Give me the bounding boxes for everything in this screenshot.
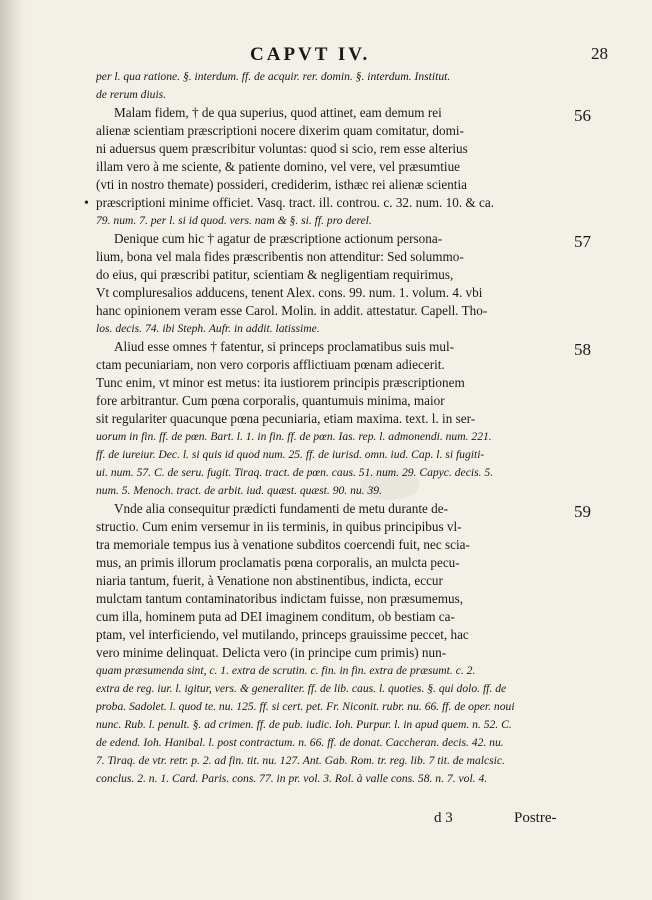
text-line: ctam pecuniariam, non vero corporis afflictiuam pœnam adiecerit. xyxy=(96,357,445,372)
text-line: hanc opinionem veram esse Carol. Molin. in addit. attestatur. Capell. Tho- xyxy=(96,303,488,318)
text-line: præscriptioni minime officiet. Vasq. tract. ill. controu. c. 32. num. 10. & ca. xyxy=(96,195,494,210)
text-line: tra memoriale tempus ius à venatione subditos coercendi fuit, nec scia- xyxy=(96,537,470,552)
text-line: do eius, qui præscribi patitur, scientiam & negligentiam requirimus, xyxy=(96,267,454,282)
text-line: Tunc enim, vt minor est metus: ita iustiorem principis præscriptionem xyxy=(96,375,465,390)
catchword: Postre- xyxy=(514,810,557,826)
text-line: per l. qua ratione. §. interdum. ff. de acquir. rer. domin. §. interdum. Institut. xyxy=(96,70,451,83)
text-line: los. decis. 74. ibi Steph. Aufr. in addit. latissime. xyxy=(96,322,320,335)
text-line: conclus. 2. n. 1. Card. Paris. cons. 77. in pr. vol. 3. Rol. à valle cons. 58. n. 7. vol. 4. xyxy=(96,772,488,785)
text-line: ui. num. 57. C. de seru. fugit. Tiraq. tract. de pœn. caus. 51. num. 29. Capyc. decis. 5. xyxy=(96,466,494,479)
signature-mark: d 3 xyxy=(434,810,453,826)
folio-number: 28 xyxy=(591,44,608,63)
text-line: ptam, vel interficiendo, vel mutilando, princeps grauissime peccet, hac xyxy=(96,627,469,642)
text-line: quam præsumenda sint, c. 1. extra de scrutin. c. fin. in fin. extra de præsumt. c. 2. xyxy=(96,664,476,677)
text-line: ff. de iureiur. Dec. l. si quis id quod num. 25. ff. de iurisd. omn. iud. Cap. l. si fugiti- xyxy=(96,448,485,461)
page-header xyxy=(100,44,608,68)
text-line: ni aduersus quem præscribitur voluntas: quod si scio, rem esse alterius xyxy=(96,141,468,156)
text-line: uorum in fin. ff. de pœn. Bart. l. 1. in fin. ff. de pœn. Ias. rep. l. admonendi. num. 221. xyxy=(96,430,492,443)
text-line: Denique cum hic † agatur de præscriptione actionum persona- xyxy=(114,231,443,246)
margin-number-56: 56 xyxy=(574,106,591,125)
text-line: sit regulariter quacunque pœna pecuniaria, etiam maxima. text. l. in ser- xyxy=(96,411,476,426)
text-line: 79. num. 7. per l. si id quod. vers. nam & §. si. ff. pro derel. xyxy=(96,214,372,227)
text-line: (vti in nostro themate) possideri, crediderim, isthæc rei alienæ scientia xyxy=(96,177,467,192)
text-line: nunc. Rub. l. penult. §. ad crimen. ff. de pub. iudic. Ioh. Purpur. l. in apud quem. n. 52. C. xyxy=(96,718,512,731)
text-line: illam vero à me sciente, & patiente domino, vel vere, vel præsumtiue xyxy=(96,159,461,174)
text-line: lium, bona vel mala fides præscribentis non attenditur: Sed solummo- xyxy=(96,249,464,264)
binding-gutter xyxy=(0,0,26,900)
text-line: Aliud esse omnes † fatentur, si princeps proclamatibus suis mul- xyxy=(114,339,455,354)
text-line: alienæ scientiam præscriptioni nocere dixerim quam comitatur, domi- xyxy=(96,123,464,138)
text-line: vero minime delinquat. Delicta vero (in principe cum primis) nun- xyxy=(96,645,447,660)
text-line: Malam fidem, † de qua superius, quod attinet, eam demum rei xyxy=(114,105,442,120)
text-line: niaria tantum, fuerit, à Venatione non abstinentibus, indicta, eccur xyxy=(96,573,443,588)
text-line: 7. Tiraq. de vtr. retr. p. 2. ad fin. tit. nu. 127. Ant. Gab. Rom. tr. reg. lib. 7 tit. de malcsic. xyxy=(96,754,505,767)
margin-number-58: 58 xyxy=(574,340,591,359)
margin-number-59: 59 xyxy=(574,502,591,521)
text-line: extra de reg. iur. l. igitur, vers. & generaliter. ff. de lib. caus. l. quoties. §. qui dolo. ff. de xyxy=(96,682,507,695)
text-line: num. 5. Menoch. tract. de arbit. iud. quæst. quæst. 90. nu. 39. xyxy=(96,484,382,497)
page-footer xyxy=(96,810,636,830)
text-line: mulctam tantum contaminatoribus indictam fuisse, non præsumemus, xyxy=(96,591,463,606)
text-line: structio. Cum enim versemur in iis terminis, in quibus principibus vl- xyxy=(96,519,462,534)
margin-bullet-icon: • xyxy=(84,196,89,211)
text-line: Vnde alia consequitur prædicti fundamenti de metu durante de- xyxy=(114,501,448,516)
text-line: de rerum diuis. xyxy=(96,88,167,101)
running-title: CAPVT IV. xyxy=(250,44,371,65)
text-line: cum illa, hominem puta ad DEI imaginem conditum, ob bestiam ca- xyxy=(96,609,455,624)
margin-number-57: 57 xyxy=(574,232,591,251)
body-text xyxy=(96,68,566,788)
text-line: mus, an primis illorum proclamatis pœna corporalis, an mulcta pecu- xyxy=(96,555,460,570)
text-line: fore arbitrantur. Cum pœna corporalis, quantumuis minima, maior xyxy=(96,393,445,408)
text-line: Vt compluresalios adducens, tenent Alex. cons. 99. num. 1. volum. 4. vbi xyxy=(96,285,483,300)
text-line: de edend. Ioh. Hanibal. l. post contractum. n. 66. ff. de donat. Caccheran. decis. 42. nu. xyxy=(96,736,504,749)
text-line: proba. Sadolet. l. quod te. nu. 125. ff. si cert. pet. Fr. Niconit. rubr. nu. 66. ff. de oper. noui xyxy=(96,700,515,713)
